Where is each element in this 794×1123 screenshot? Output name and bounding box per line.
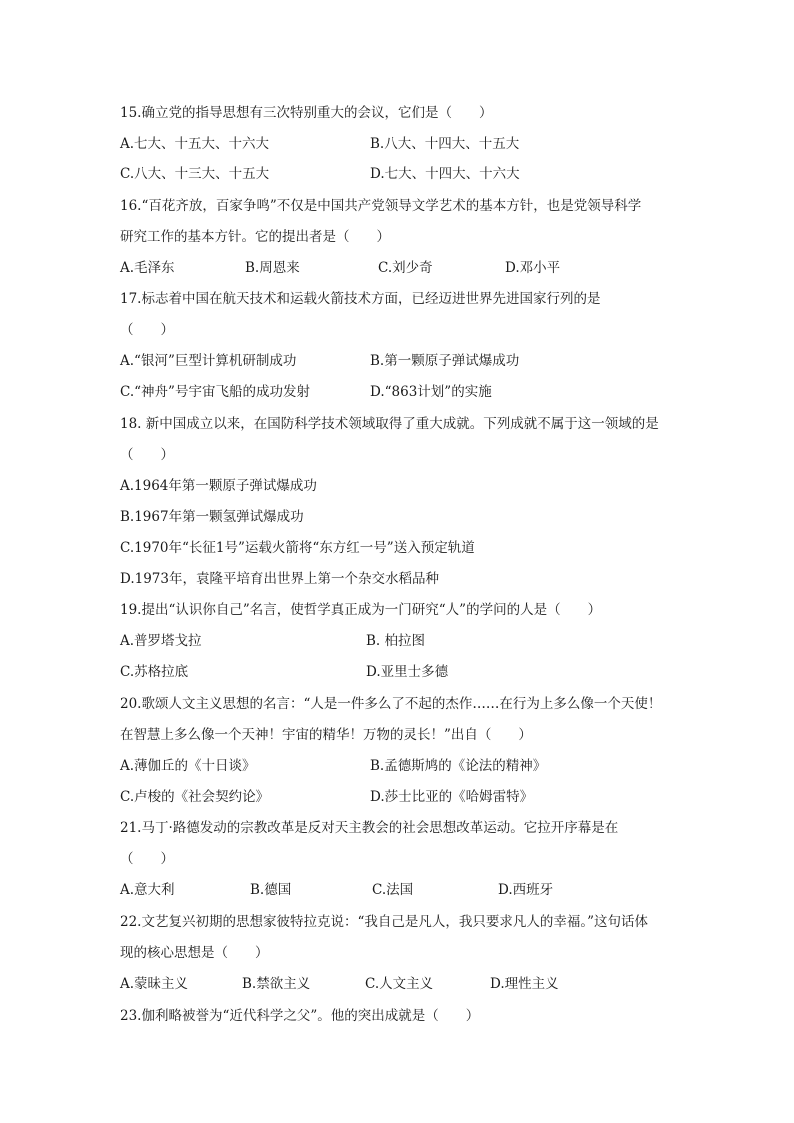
question-21-stem-line-1: 21.马丁·路德发动的宗教改革是反对天主教会的社会思想改革运动。它拉开序幕是在 — [120, 820, 619, 836]
question-20-option-b: B.孟德斯鸠的《论法的精神》 — [370, 758, 547, 774]
question-22-option-c: C.人文主义 — [365, 976, 434, 992]
question-15-option-a: A.七大、十五大、十六大 — [120, 136, 270, 152]
question-15-stem-line-1: 15.确立党的指导思想有三次特别重大的会议，它们是（ ） — [120, 105, 493, 121]
question-20-option-d: D.莎士比亚的《哈姆雷特》 — [370, 789, 534, 805]
question-22-option-b: B.禁欲主义 — [242, 976, 311, 992]
question-20-option-c: C.卢梭的《社会契约论》 — [120, 789, 270, 805]
question-23-stem-line-1: 23.伽利略被誉为“近代科学之父”。他的突出成就是（ ） — [120, 1008, 480, 1024]
question-19-stem-line-1: 19.提出“认识你自己”名言，使哲学真正成为一门研究“人”的学问的人是（ ） — [120, 602, 602, 618]
question-17-option-a: A.“银河”巨型计算机研制成功 — [120, 353, 297, 369]
question-16-option-d: D.邓小平 — [505, 260, 561, 276]
question-22-option-a: A.蒙昧主义 — [120, 976, 189, 992]
question-22-stem-line-2: 现的核心思想是（ ） — [120, 945, 269, 961]
question-20-stem-line-1: 20.歌颂人文主义思想的名言：“人是一件多么了不起的杰作……在行为上多么像一个天使！ — [120, 696, 662, 712]
question-21-option-a: A.意大利 — [120, 882, 175, 898]
question-16-stem-line-1: 16.“百花齐放，百家争鸣”不仅是中国共产党领导文学艺术的基本方针，也是党领导科学 — [120, 198, 642, 214]
question-17-option-d: D.“863计划”的实施 — [370, 384, 492, 400]
question-17-stem-line-1: 17.标志着中国在航天技术和运载火箭技术方面，已经迈进世界先进国家行列的是 — [120, 291, 601, 307]
question-18-option-a: A.1964年第一颗原子弹试爆成功 — [120, 478, 317, 494]
question-20-option-a: A.薄伽丘的《十日谈》 — [120, 758, 256, 774]
question-16-option-b: B.周恩来 — [245, 260, 300, 276]
question-21-option-d: D.西班牙 — [498, 882, 554, 898]
question-19-option-a: A.普罗塔戈拉 — [120, 633, 202, 649]
question-21-stem-line-2: （ ） — [120, 851, 174, 867]
question-18-option-b: B.1967年第一颗氢弹试爆成功 — [120, 509, 304, 525]
question-16-stem-line-2: 研究工作的基本方针。它的提出者是（ ） — [120, 229, 390, 245]
question-18-stem-line-2: （ ） — [120, 447, 174, 463]
question-20-stem-line-2: 在智慧上多么像一个天神！宇宙的精华！万物的灵长！”出自（ ） — [120, 727, 532, 743]
question-15-option-b: B.八大、十四大、十五大 — [370, 136, 520, 152]
question-15-option-c: C.八大、十三大、十五大 — [120, 166, 270, 182]
question-17-stem-line-2: （ ） — [120, 322, 174, 338]
question-19-option-d: D.亚里士多德 — [366, 664, 449, 680]
question-19-option-b: B. 柏拉图 — [366, 633, 426, 649]
question-19-option-c: C.苏格拉底 — [120, 664, 189, 680]
question-21-option-b: B.德国 — [250, 882, 292, 898]
question-15-option-d: D.七大、十四大、十六大 — [370, 166, 520, 182]
question-22-option-d: D.理性主义 — [490, 976, 559, 992]
question-21-option-c: C.法国 — [372, 882, 414, 898]
question-18-stem-line-1: 18. 新中国成立以来，在国防科学技术领域取得了重大成就。下列成就不属于这一领域的是 — [120, 416, 659, 432]
question-16-option-c: C.刘少奇 — [378, 260, 433, 276]
question-22-stem-line-1: 22.文艺复兴初期的思想家彼特拉克说：“我自己是凡人，我只要求凡人的幸福。”这句话体 — [120, 914, 649, 930]
question-16-option-a: A.毛泽东 — [120, 260, 175, 276]
question-18-option-c: C.1970年“长征1号”运载火箭将“东方红一号”送入预定轨道 — [120, 540, 475, 556]
question-17-option-c: C.“神舟”号宇宙飞船的成功发射 — [120, 384, 310, 400]
question-17-option-b: B.第一颗原子弹试爆成功 — [370, 353, 520, 369]
question-18-option-d: D.1973年，袁隆平培育出世界上第一个杂交水稻品种 — [120, 571, 439, 587]
